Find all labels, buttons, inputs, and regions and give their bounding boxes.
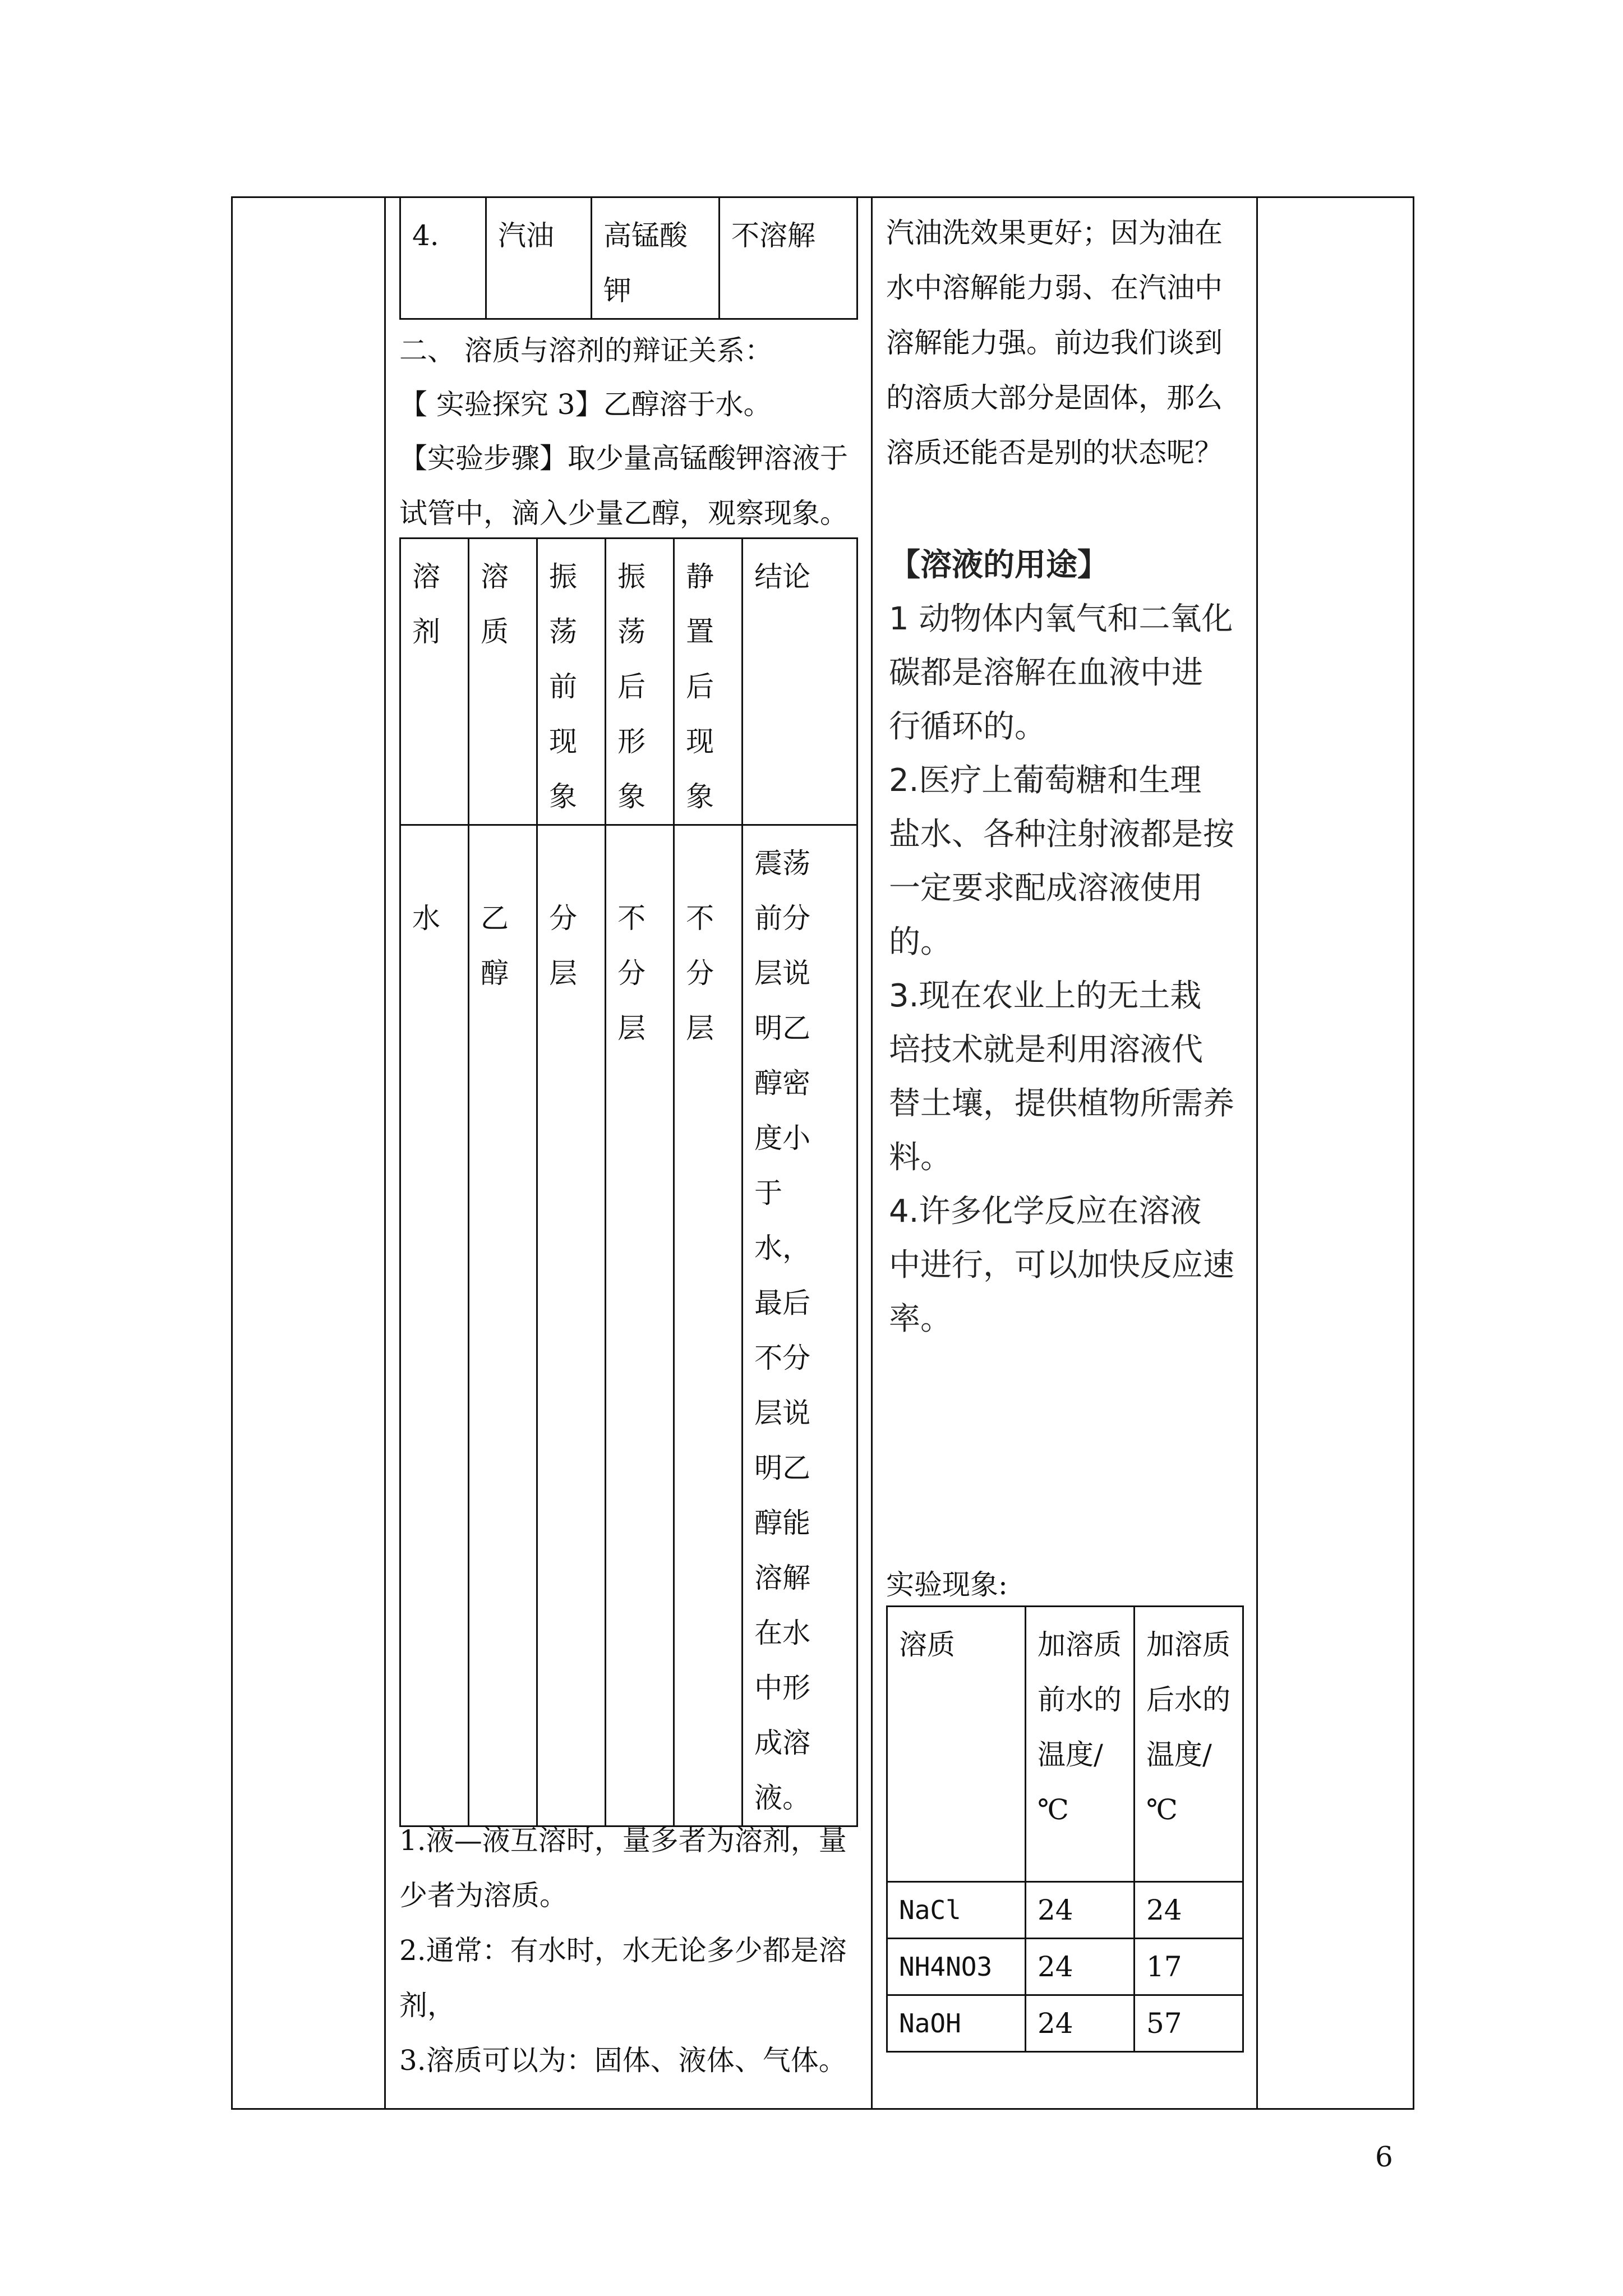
cell-solute: NaOH [887,1995,1026,2052]
intro-line-2: 水中溶解能力弱、在汽油中 [886,272,1223,304]
use-line-3: 行循环的。 [889,708,1046,745]
cell-after: 不分层 [606,825,674,1826]
intro-line-3: 溶解能力强。前边我们谈到 [886,326,1223,359]
header-temp-after: 加溶质后水的温度/ ℃ [1134,1607,1243,1882]
cell-conclusion: 震荡前分层说明乙醇密度小于水，最后不分层说明乙醇能溶解在水中形成溶液。 [743,825,857,1826]
note-line-4: 剂， [399,1989,455,2022]
use-line-10: 替土壤，提供植物所需养 [889,1085,1234,1122]
table-row [887,1939,1243,1995]
header-before-shaking: 振荡前现象 [537,539,606,825]
cell-solute: NaCl [887,1882,1026,1939]
use-line-13: 中进行，可以加快反应速 [889,1247,1234,1283]
cell-standing: 不分层 [674,825,743,1826]
table-cell: 不溶解 [720,197,857,319]
note-line-5: 3.溶质可以为：固体、液体、气体。 [399,2044,847,2077]
table-cell: 汽油 [486,197,592,319]
header-solute: 溶质 [469,539,537,825]
cell-solute: NH4NO3 [887,1939,1026,1995]
use-line-5: 盐水、各种注射液都是按 [889,816,1234,853]
table-header-row [887,1607,1243,1882]
experiment-title: 【 实验探究 3】乙醇溶于水。 [399,388,772,421]
phenomenon-label: 实验现象: [886,1568,1008,1601]
table-row [400,197,857,319]
cell-solute: 乙醇 [469,825,537,1826]
column-divider-3 [1256,196,1258,2110]
use-line-4: 2.医疗上葡萄糖和生理 [889,762,1202,799]
column-divider-2 [871,196,873,2110]
intro-line-4: 的溶质大部分是固体，那么 [886,381,1223,414]
section-title: 二、 溶质与溶剂的辩证关系： [399,334,773,367]
cell-before: 24 [1026,1995,1135,2052]
use-line-11: 料。 [889,1139,952,1176]
outer-left-border [231,196,233,2110]
table-cell: 高锰酸钾 [592,197,720,319]
use-line-7: 的。 [889,924,952,960]
solubility-table-row [399,196,858,320]
temperature-table [886,1605,1244,2053]
header-solute: 溶质 [887,1607,1026,1882]
uses-title: 【溶液的用途】 [889,547,1109,583]
use-line-12: 4.许多化学反应在溶液 [889,1193,1202,1230]
use-line-9: 培技术就是利用溶液代 [889,1032,1203,1068]
cell-after: 24 [1134,1882,1243,1939]
cell-solvent: 水 [400,825,469,1826]
note-line-2: 少者为溶质。 [399,1879,568,1912]
header-after-standing: 静置后现象 [674,539,743,825]
table-header-row [400,539,857,825]
cell-before: 24 [1026,1882,1135,1939]
header-after-shaking: 振荡后形象 [606,539,674,825]
cell-before: 24 [1026,1939,1135,1995]
use-line-14: 率。 [889,1301,952,1337]
cell-before: 分层 [537,825,606,1826]
table-row [887,1995,1243,2052]
note-line-3: 2.通常：有水时，水无论多少都是溶 [399,1934,847,1967]
use-line-8: 3.现在农业上的无土栽 [889,978,1202,1014]
table-row [887,1882,1243,1939]
table-cell: 4. [400,197,486,319]
experiment-table [399,537,858,1827]
cell-after: 57 [1134,1995,1243,2052]
outer-right-border [1413,196,1414,2110]
outer-bottom-border [231,2108,1414,2110]
page-number: 6 [1375,2141,1393,2173]
header-conclusion: 结论 [743,539,857,825]
header-solvent: 溶剂 [400,539,469,825]
table-row [400,825,857,1826]
experiment-steps-line-1: 【实验步骤】取少量高锰酸钾溶液于 [399,442,848,475]
intro-line-1: 汽油洗效果更好；因为油在 [886,217,1223,249]
intro-line-5: 溶质还能否是别的状态呢？ [886,436,1223,469]
note-line-1: 1.液—液互溶时，量多者为溶剂，量 [399,1824,847,1857]
use-line-2: 碳都是溶解在血液中进 [889,655,1203,691]
use-line-1: 1 动物体内氧气和二氧化 [889,601,1233,637]
column-divider-1 [384,196,386,2110]
cell-after: 17 [1134,1939,1243,1995]
use-line-6: 一定要求配成溶液使用 [889,870,1203,907]
experiment-steps-line-2: 试管中，滴入少量乙醇，观察现象。 [399,497,848,530]
header-temp-before: 加溶质前水的温度/ ℃ [1026,1607,1135,1882]
